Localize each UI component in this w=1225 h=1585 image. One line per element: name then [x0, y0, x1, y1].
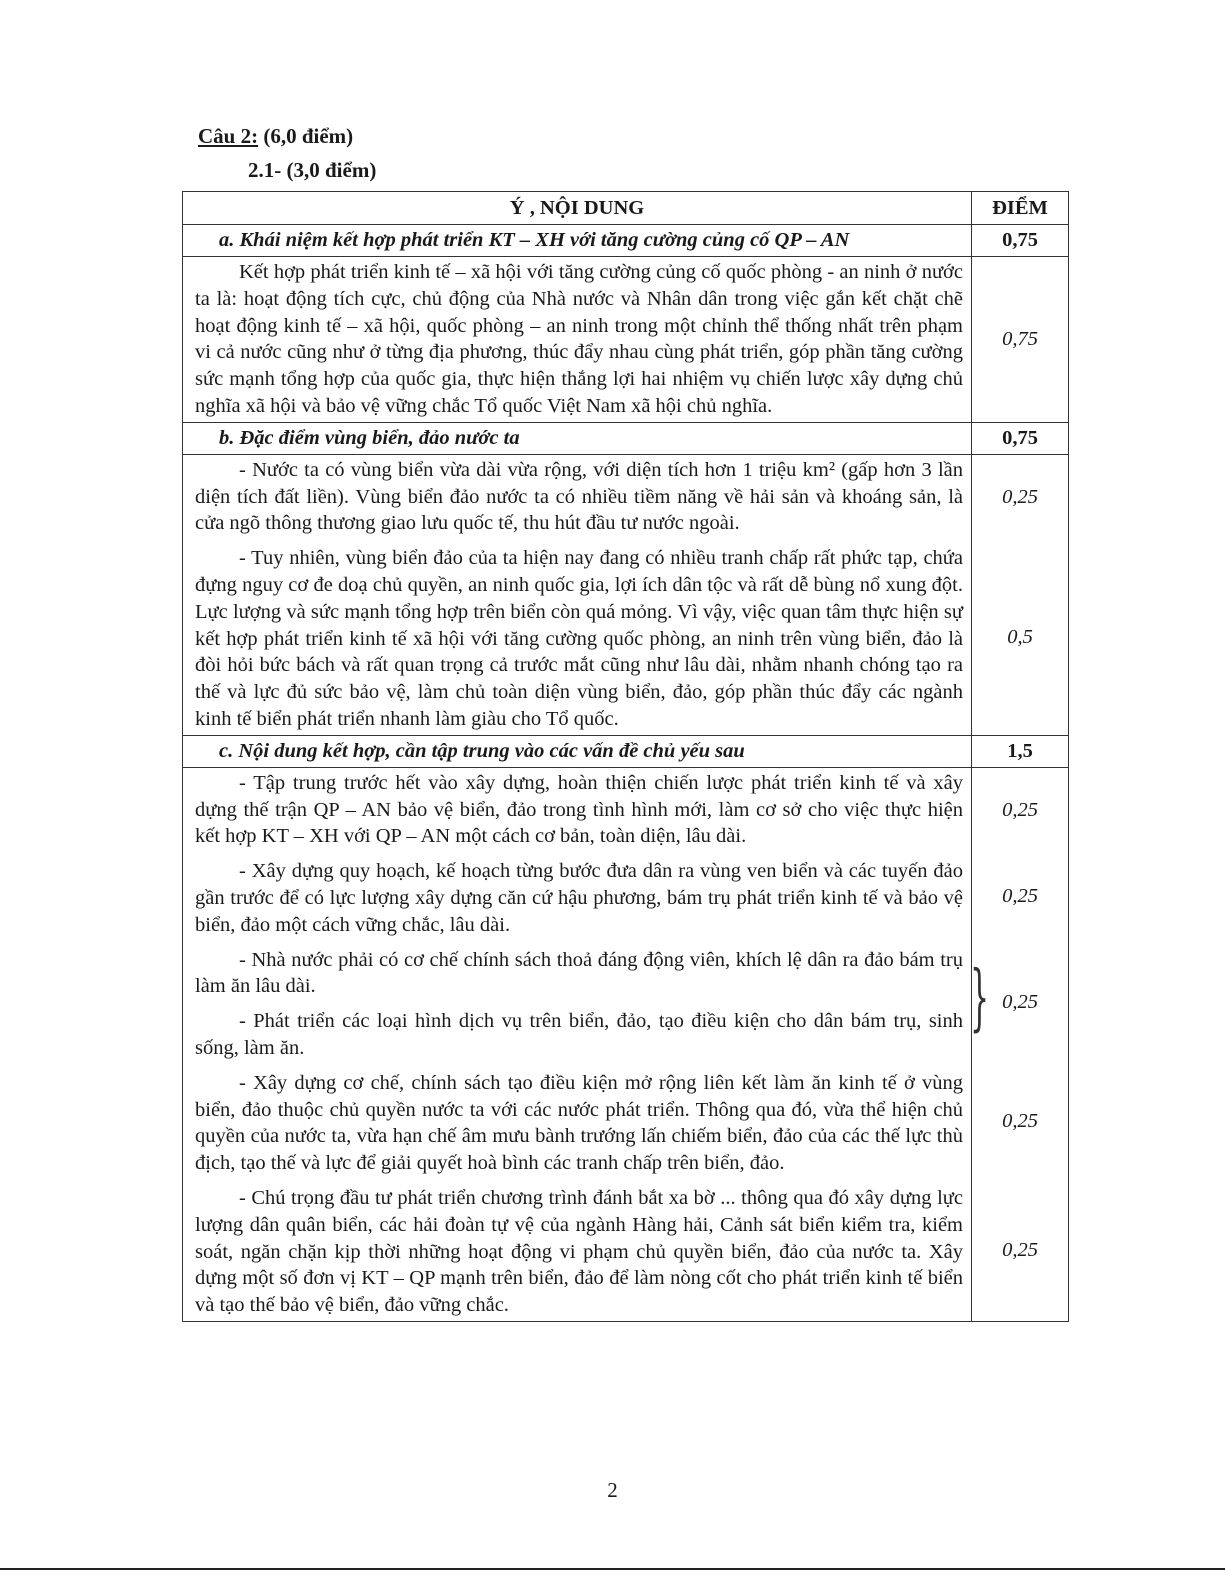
header-content: Ý , NỘI DUNG	[183, 192, 972, 225]
section-points: 0,75	[972, 225, 1069, 257]
section-points: 1,5	[972, 735, 1069, 767]
item-points: 0,25	[972, 1064, 1069, 1179]
content-paragraph: - Xây dựng cơ chế, chính sách tạo điều kiện mở rộng liên kết làm ăn kinh tế ở vùng biển, đảo thuộc chủ quyền nước ta với các nước phát triển. Thông qua đó, vừa thể hiện chủ quyền của nước ta, vừa hạn chế âm mưu bành trướng lấn chiếm biển, đảo của các thế lực thù địch, tạo thế và lực để giải quyết hoà bình các tranh chấp trên biển, đảo.	[195, 1071, 963, 1175]
table-row	[183, 539, 1069, 735]
table-row	[183, 941, 1069, 1064]
item-points: 0,25	[972, 852, 1069, 940]
table-row	[183, 1179, 1069, 1321]
section-title: a. Khái niệm kết hợp phát triển KT – XH với tăng cường củng cố QP – AN	[183, 225, 972, 257]
content-cell	[183, 454, 972, 539]
section-title: c. Nội dung kết hợp, cần tập trung vào các vấn đề chủ yếu sau	[183, 735, 972, 767]
content-cell	[183, 1064, 972, 1179]
item-points: 0,25	[972, 767, 1069, 852]
table-header-row	[183, 192, 1069, 225]
section-title-row	[183, 225, 1069, 257]
content-paragraph: - Chú trọng đầu tư phát triển chương trình đánh bắt xa bờ ... thông qua đó xây dựng lực lượng dân quân biển, các hải đoàn tự vệ của ngành Hàng hải, Cảnh sát biển kiểm tra, kiểm soát, ngăn chặn kịp thời những hoạt động vi phạm chủ quyền biển, đảo của nước ta. Xây dựng một số đơn vị KT – QP mạnh trên biển, đảo để làm nòng cốt cho phát triển kinh tế biển và tạo thế bảo vệ biển, đảo vững chắc.	[195, 1186, 963, 1317]
item-points: 0,25	[1002, 990, 1038, 1013]
item-points-cell	[972, 941, 1069, 1064]
content-cell	[183, 1179, 972, 1321]
content-paragraph: - Tuy nhiên, vùng biển đảo của ta hiện nay đang có nhiều tranh chấp rất phức tạp, chứa đựng nguy cơ đe doạ chủ quyền, an ninh quốc gia, lợi ích dân tộc và rất dễ bùng nổ xung đột. Lực lượng và sức mạnh tổng hợp trên biển còn quá mỏng. Vì vậy, việc quan tâm thực hiện sự kết hợp phát triển kinh tế xã hội với tăng cường quốc phòng, an ninh trên vùng biển, đảo là đòi hỏi bức bách và rất quan trọng cả trước mắt cũng như lâu dài, nhằm nhanh chóng tạo ra thế và lực đủ sức bảo vệ, làm chủ toàn diện vùng biển, đảo, góp phần thúc đẩy các ngành kinh tế biển phát triển nhanh làm giàu cho Tổ quốc.	[195, 547, 963, 730]
subquestion-heading: 2.1- (3,0 điểm)	[248, 158, 377, 182]
content-cell	[183, 539, 972, 735]
content-cell	[183, 852, 972, 940]
content-paragraph: - Phát triển các loại hình dịch vụ trên biển, đảo, tạo điều kiện cho dân bám trụ, sinh sống, làm ăn.	[195, 1010, 963, 1059]
content-paragraph: - Xây dựng quy hoạch, kế hoạch từng bước đưa dân ra vùng ven biển và các tuyến đảo gần trước để có lực lượng xây dựng căn cứ hậu phương, bám trụ phát triển kinh tế và bảo vệ biển, đảo một cách vững chắc, lâu dài.	[195, 860, 963, 936]
content-cell	[183, 257, 972, 423]
question-points: (6,0 điểm)	[258, 124, 354, 148]
page-number: 2	[607, 1478, 618, 1502]
table-row	[183, 257, 1069, 423]
table-row	[183, 852, 1069, 940]
item-points: 0,5	[972, 539, 1069, 735]
item-points: 0,25	[972, 454, 1069, 539]
table-row	[183, 454, 1069, 539]
question-label: Câu 2:	[198, 124, 259, 148]
answer-table	[182, 191, 1069, 1322]
page-bottom-rule	[0, 1568, 1225, 1570]
item-points: 0,25	[972, 1179, 1069, 1321]
question-heading	[198, 124, 353, 149]
item-points: 0,75	[972, 257, 1069, 423]
content-cell	[183, 767, 972, 852]
section-points: 0,75	[972, 422, 1069, 454]
header-points: ĐIỂM	[972, 192, 1069, 225]
table-row	[183, 1064, 1069, 1179]
section-title: b. Đặc điểm vùng biển, đảo nước ta	[183, 422, 972, 454]
content-cell	[183, 941, 972, 1064]
content-paragraph: Kết hợp phát triển kinh tế – xã hội với tăng cường củng cố quốc phòng - an ninh ở nước ta là: hoạt động tích cực, chủ động của Nhà nước và Nhân dân trong việc gắn kết chặt chẽ hoạt động kinh tế – xã hội, quốc phòng – an ninh trong một chỉnh thể thống nhất trên phạm vi cả nước cũng như ở từng địa phương, thúc đẩy nhau cùng phát triển, góp phần tăng cường sức mạnh tổng hợp của quốc gia, thực hiện thắng lợi hai nhiệm vụ chiến lược xây dựng chủ nghĩa xã hội và bảo vệ vững chắc Tổ quốc Việt Nam xã hội chủ nghĩa.	[195, 261, 963, 417]
content-paragraph: - Nước ta có vùng biển vừa dài vừa rộng, với diện tích hơn 1 triệu km² (gấp hơn 3 lần diện tích đất liền). Vùng biển đảo nước ta có nhiều tiềm năng về hải sản và khoáng sản, là cửa ngõ thông thương giao lưu quốc tế, thu hút đầu tư nước ngoài.	[195, 458, 963, 535]
section-title-row	[183, 422, 1069, 454]
brace-mark: }	[970, 956, 990, 1041]
content-paragraph: - Tập trung trước hết vào xây dựng, hoàn thiện chiến lược phát triển kinh tế và xây dựng thế trận QP – AN bảo vệ biển, đảo trong tình hình mới, làm cơ sở cho việc thực hiện kết hợp KT – XH với QP – AN một cách cơ bản, toàn diện, lâu dài.	[195, 771, 963, 848]
table-row	[183, 767, 1069, 852]
section-title-row	[183, 735, 1069, 767]
content-paragraph: - Nhà nước phải có cơ chế chính sách thoả đáng động viên, khích lệ dân ra đảo bám trụ làm ăn lâu dài.	[195, 948, 963, 998]
